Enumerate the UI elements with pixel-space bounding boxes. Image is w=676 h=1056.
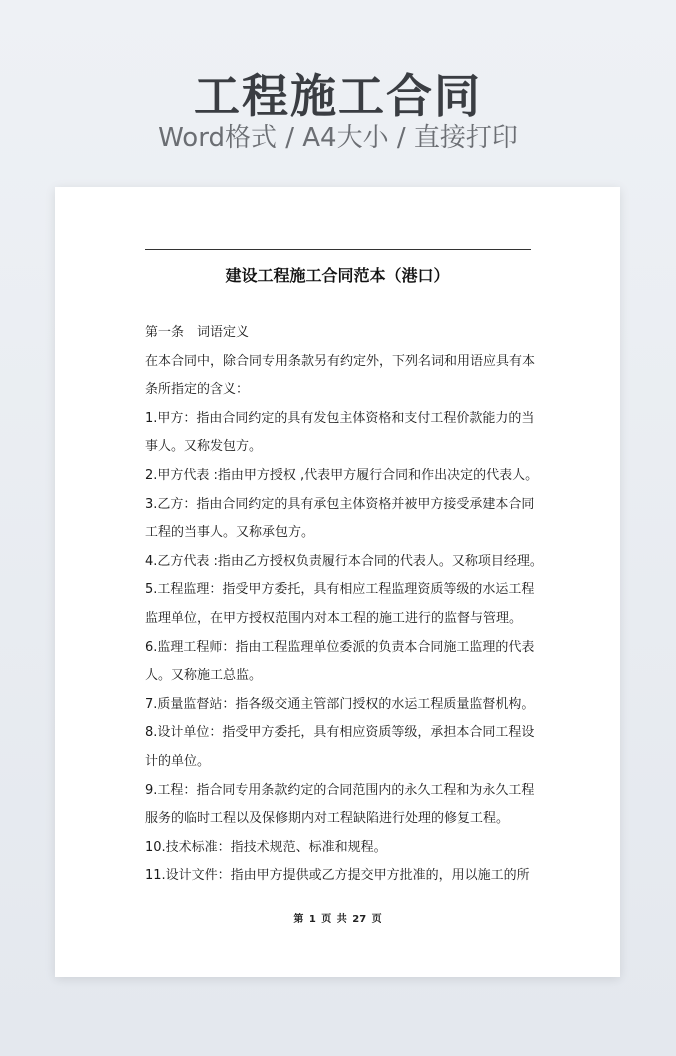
document-body (145, 319, 543, 891)
text-line: 11.设计文件：指由甲方提供或乙方提交甲方批准的，用以施工的所 (145, 868, 530, 884)
text-line: 10.技术标准：指技术规范、标准和规程。 (145, 839, 387, 855)
text-line: 服务的临时工程以及保修期内对工程缺陷进行处理的修复工程。 (145, 811, 510, 827)
text-line: 5.工程监理：指受甲方委托，具有相应工程监理资质等级的水运工程 (145, 582, 535, 598)
text-line: 8.设计单位：指受甲方委托，具有相应资质等级，承担本合同工程设 (145, 725, 535, 741)
header-rule (145, 249, 531, 250)
document-page (55, 187, 620, 977)
text-line: 1.甲方：指由合同约定的具有发包主体资格和支付工程价款能力的当 (145, 410, 535, 426)
subtitle: Word格式 / A4大小 / 直接打印 (158, 123, 518, 153)
document-title: 建设工程施工合同范本（港口） (225, 266, 450, 285)
text-line: 事人。又称发包方。 (145, 439, 263, 455)
banner (0, 0, 676, 186)
text-line: 条所指定的含义： (145, 382, 250, 398)
text-line: 7.质量监督站：指各级交通主管部门授权的水运工程质量监督机构。 (145, 696, 535, 712)
text-line: 第一条 词语定义 (145, 325, 250, 340)
text-line: 工程的当事人。又称承包方。 (145, 525, 315, 541)
text-line: 9.工程：指合同专用条款约定的合同范围内的永久工程和为永久工程 (145, 782, 535, 798)
text-line: 2.甲方代表 :指由甲方授权 ,代表甲方履行合同和作出决定的代表人。 (145, 467, 539, 483)
main-title: 工程施工合同 (194, 69, 482, 123)
text-line: 3.乙方：指由合同约定的具有承包主体资格并被甲方接受承建本合同 (145, 496, 535, 512)
text-line: 6.监理工程师：指由工程监理单位委派的负责本合同施工监理的代表 (145, 639, 535, 655)
text-line: 在本合同中，除合同专用条款另有约定外，下列名词和用语应具有本 (145, 353, 536, 369)
text-line: 监理单位，在甲方授权范围内对本工程的施工进行的监督与管理。 (145, 610, 523, 626)
page-number: 第 1 页 共 27 页 (293, 914, 382, 925)
text-line: 4.乙方代表 :指由乙方授权负责履行本合同的代表人。又称项目经理。 (145, 553, 543, 569)
text-line: 人。又称施工总监。 (145, 668, 263, 684)
text-line: 计的单位。 (145, 753, 211, 769)
